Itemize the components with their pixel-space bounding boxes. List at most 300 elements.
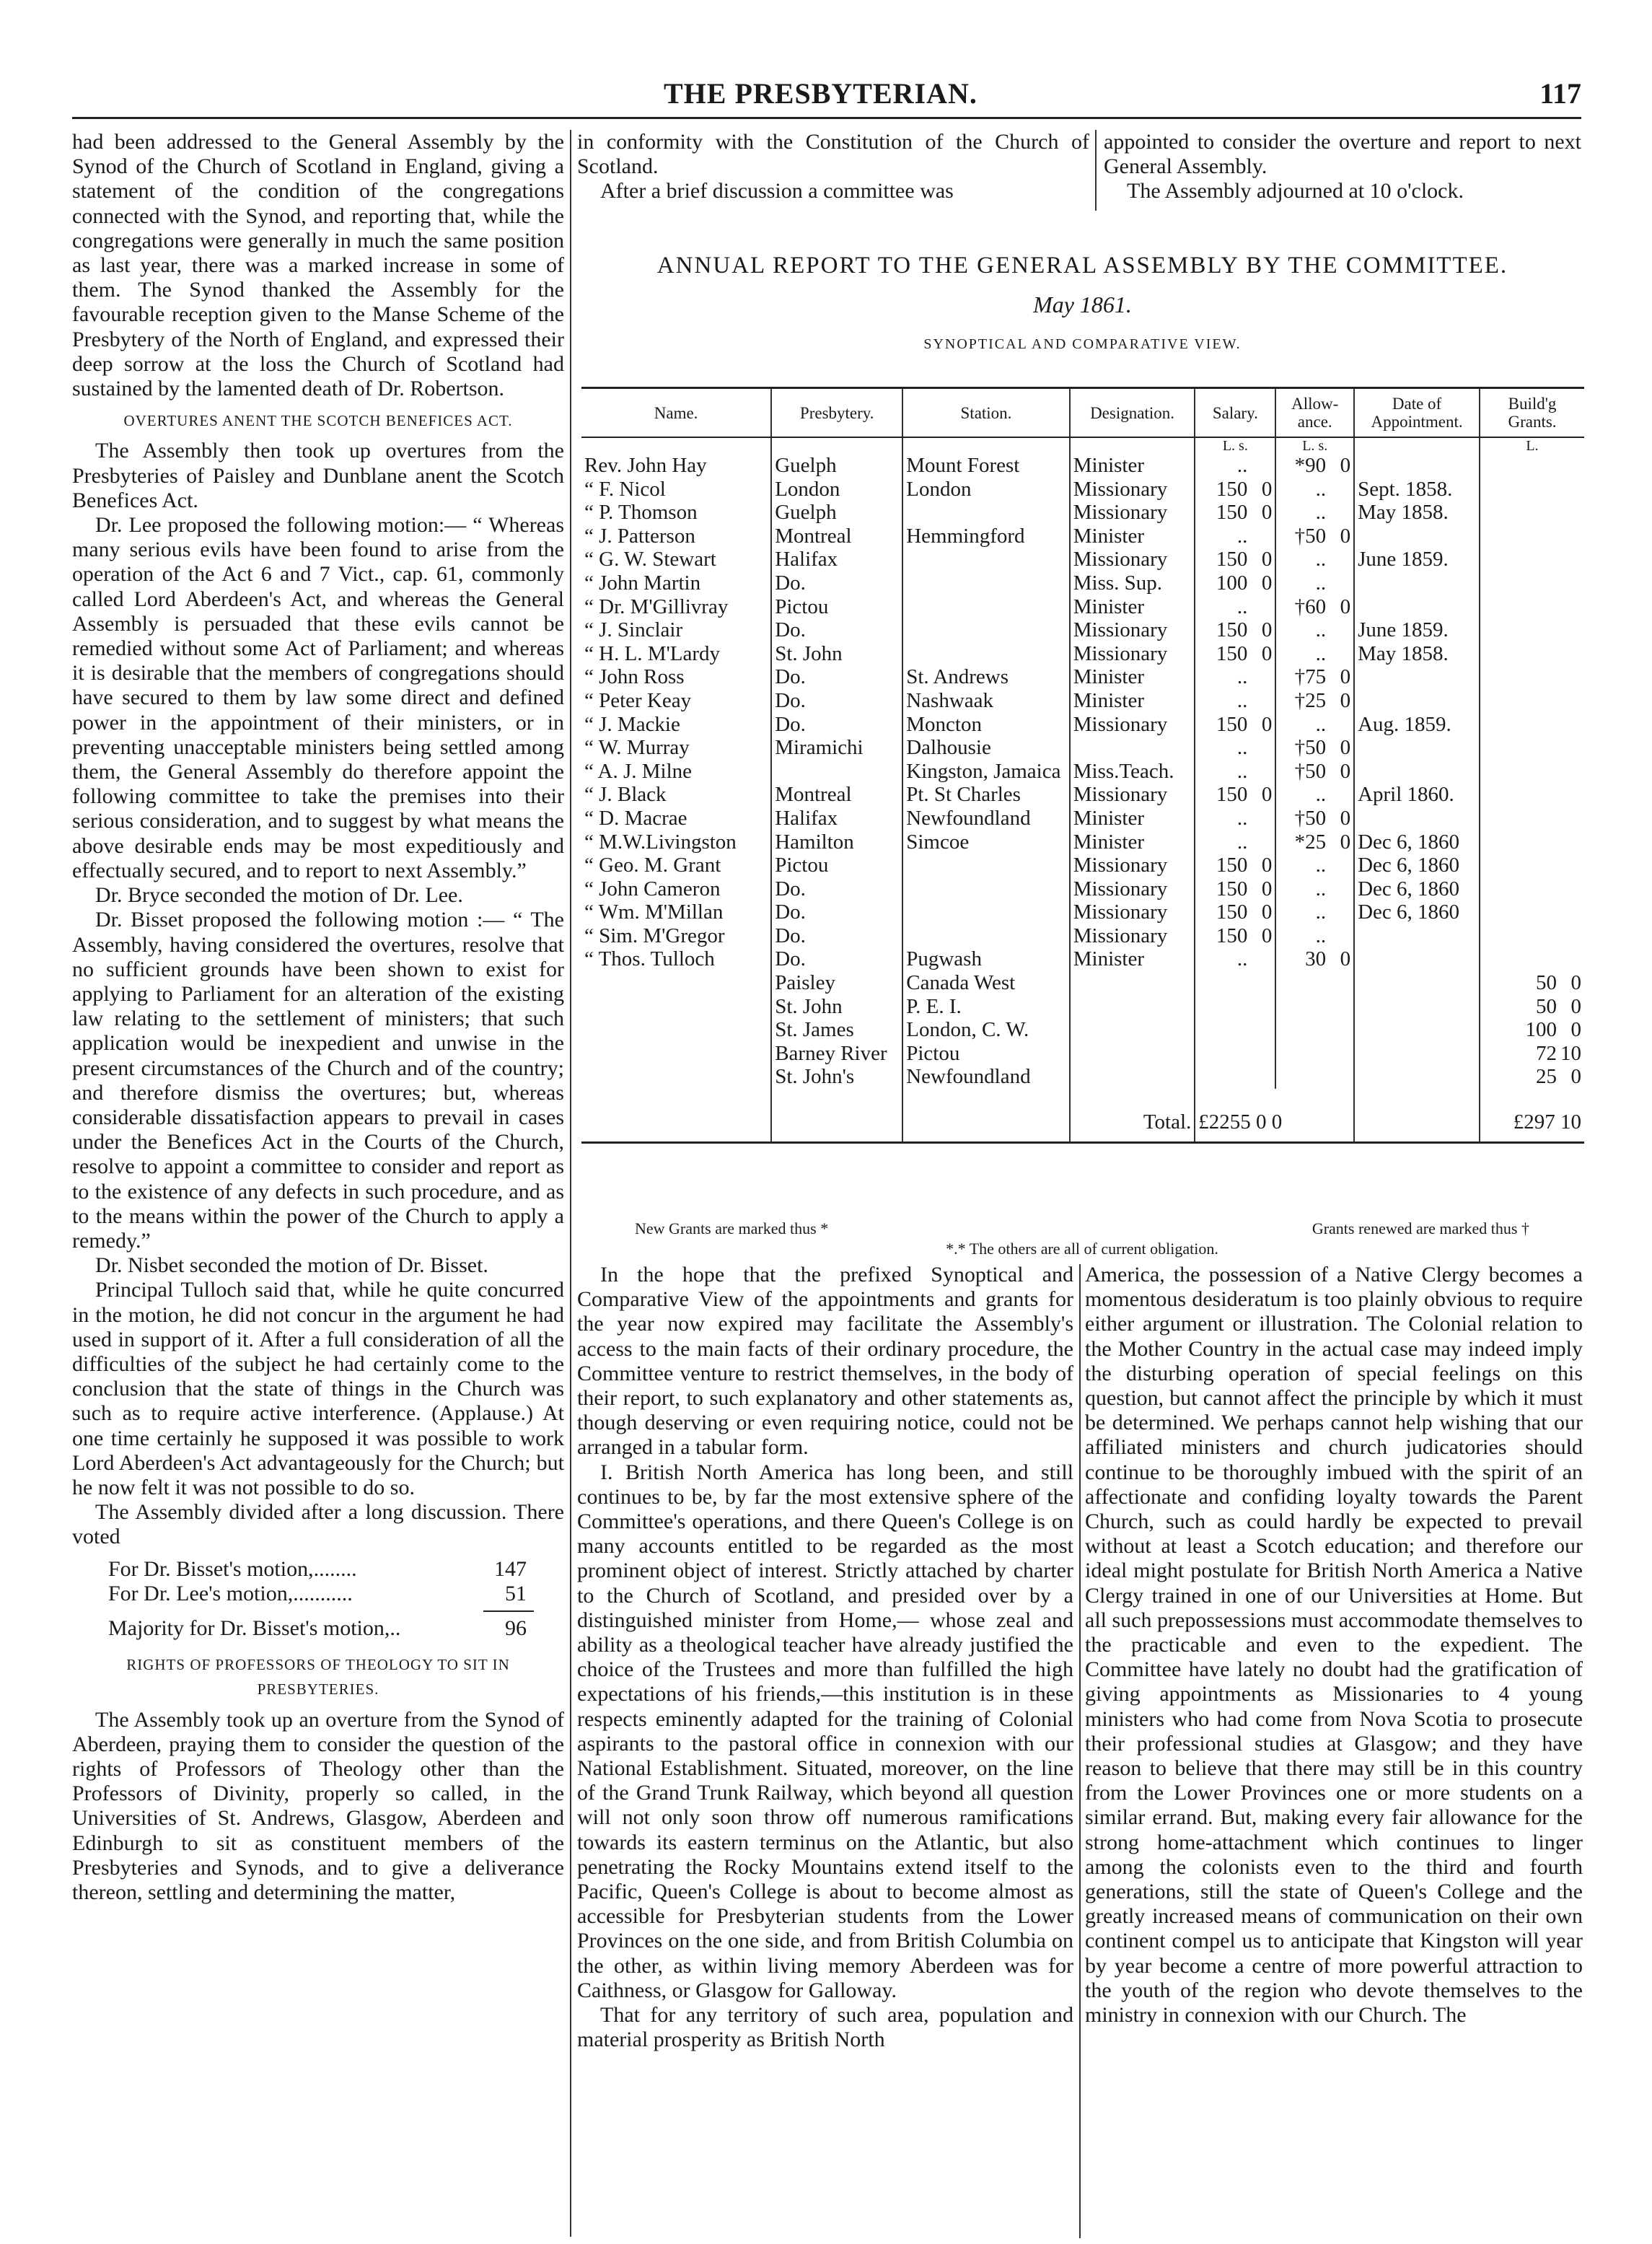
cell-grant <box>1480 454 1584 478</box>
table-row <box>581 478 1584 501</box>
cell-presbytery: Halifax <box>771 807 902 830</box>
cell-salary-pounds: 150 <box>1216 641 1248 665</box>
cell-station <box>902 548 1070 571</box>
paragraph: After a brief discussion a committee was <box>600 179 954 203</box>
cell-date: Dec 6, 1860 <box>1354 877 1480 901</box>
table-row <box>581 713 1584 737</box>
cell-allowance <box>1275 525 1354 548</box>
cell-date <box>1354 525 1480 548</box>
table-row <box>581 736 1584 760</box>
cell-date: April 1860. <box>1354 783 1480 807</box>
cell-presbytery: Do. <box>771 571 902 595</box>
vote-separator <box>483 1610 534 1612</box>
cell-name: “ Peter Keay <box>584 688 692 712</box>
cell-designation: Minister <box>1070 830 1195 854</box>
cell-designation: Minister <box>1070 525 1195 548</box>
cell-grant-pounds: 72 <box>1536 1041 1557 1065</box>
cell-salary-pounds: .. <box>1236 524 1248 548</box>
cell-name: “ J. Mackie <box>584 712 680 736</box>
cell-allowance <box>1275 736 1354 760</box>
cell-station: Simcoe <box>902 830 1070 854</box>
cell-salary <box>1195 618 1275 642</box>
cell-station: Mount Forest <box>902 454 1070 478</box>
table-row <box>581 595 1584 619</box>
cell-date: Dec 6, 1860 <box>1354 900 1480 924</box>
vote-row <box>108 1582 564 1606</box>
cell-salary <box>1195 854 1275 877</box>
cell-allowance <box>1275 830 1354 854</box>
cell-presbytery: St. James <box>771 1018 902 1042</box>
cell-name: “ John Ross <box>584 665 685 689</box>
section-heading-benefices: OVERTURES ANENT THE SCOTCH BENEFICES ACT. <box>123 412 513 430</box>
col-header-salary: Salary. <box>1195 388 1275 438</box>
cell-grant <box>1480 1065 1584 1089</box>
cell-name <box>581 1018 771 1042</box>
vote-count: 51 <box>505 1581 527 1605</box>
cell-designation: Minister <box>1070 689 1195 713</box>
cell-station: St. Andrews <box>902 665 1070 689</box>
cell-salary-pounds: .. <box>1236 759 1248 783</box>
cell-allowance-pounds: †75 <box>1294 665 1327 689</box>
cell-name: “ D. Macrae <box>584 806 687 830</box>
cell-station: Pugwash <box>902 947 1070 971</box>
unit-label: s. <box>1239 438 1248 454</box>
cell-presbytery: Do. <box>771 900 902 924</box>
cell-salary <box>1195 760 1275 784</box>
cell-station: Pictou <box>902 1042 1070 1066</box>
cell-allowance <box>1275 642 1354 666</box>
cell-designation: Missionary <box>1070 548 1195 571</box>
cell-grant <box>1480 854 1584 877</box>
cell-salary <box>1195 947 1275 971</box>
cell-allowance-pounds: .. <box>1315 501 1327 525</box>
cell-presbytery: Hamilton <box>771 830 902 854</box>
cell-grant <box>1480 900 1584 924</box>
cell-salary <box>1195 1018 1275 1042</box>
cell-presbytery: St. John <box>771 995 902 1019</box>
units-row <box>581 437 1584 454</box>
cell-grant <box>1480 595 1584 619</box>
cell-designation: Missionary <box>1070 854 1195 877</box>
cell-salary-shillings: 0 <box>1261 501 1273 525</box>
cell-allowance-shillings: 0 <box>1340 665 1351 689</box>
cell-name: “ John Martin <box>584 571 701 595</box>
column-middle <box>577 1263 1073 2053</box>
table-row <box>581 854 1584 877</box>
paragraph-bisset-motion: Dr. Bisset proposed the following motion :— “ The Assembly, having considered the overtures, resolve that no sufficient grounds have been shown to exist for applying to Parliament for an alteration of the existing law relating to the settlement of ministers; that such application would be inexpedient and unwise in the present circumstances of the Church and of the country; and therefore dismiss the overtures; but, whereas considerable dissatisfaction appears to prevail in cases under the Benefices Act in the Courts of the Church, resolve to appoint a committee to consider and report as to the existence of any defects in such procedure, and as to the means within the power of the Church to apply a remedy.” <box>72 908 564 1253</box>
cell-allowance-shillings: 0 <box>1340 830 1351 854</box>
cell-presbytery: Guelph <box>771 501 902 525</box>
majority-label: Majority for Dr. Bisset's motion,.. <box>108 1616 401 1640</box>
paragraph: Dr. Bryce seconded the motion of Dr. Lee. <box>95 883 463 908</box>
cell-date <box>1354 1065 1480 1089</box>
cell-name: “ A. J. Milne <box>584 759 693 783</box>
cell-presbytery: London <box>771 478 902 501</box>
cell-allowance <box>1275 1042 1354 1066</box>
cell-designation: Minister <box>1070 807 1195 830</box>
paragraph: The Assembly then took up overtures from the Presbyteries of Paisley and Dunblane anent the Scotch Benefices Act. <box>72 439 564 512</box>
column-right <box>1085 1263 1583 2028</box>
cell-designation: Minister <box>1070 595 1195 619</box>
cell-salary-pounds: .. <box>1236 454 1248 477</box>
cell-salary <box>1195 501 1275 525</box>
cell-name: “ J. Black <box>584 783 667 807</box>
cell-designation: Missionary <box>1070 478 1195 501</box>
cell-date: Sept. 1858. <box>1354 478 1480 501</box>
cell-salary-pounds: .. <box>1236 688 1248 712</box>
cell-salary-pounds: .. <box>1236 806 1248 830</box>
col-header-name: Name. <box>581 388 771 438</box>
cell-station: London, C. W. <box>902 1018 1070 1042</box>
cell-designation <box>1070 736 1195 760</box>
cell-name: “ Dr. M'Gillivray <box>584 595 729 618</box>
vote-label: For Dr. Bisset's motion,........ <box>108 1556 357 1581</box>
cell-salary-pounds: .. <box>1236 595 1248 618</box>
table-row <box>581 807 1584 830</box>
cell-presbytery: Barney River <box>771 1042 902 1066</box>
cell-salary <box>1195 1042 1275 1066</box>
cell-name: “ John Cameron <box>584 877 721 900</box>
cell-salary-shillings: 0 <box>1261 712 1273 736</box>
cell-allowance-shillings: 0 <box>1340 947 1351 971</box>
table-row <box>581 783 1584 807</box>
cell-station: Newfoundland <box>902 1065 1070 1089</box>
cell-designation: Missionary <box>1070 501 1195 525</box>
cell-salary-shillings: 0 <box>1261 571 1273 595</box>
cell-presbytery: Do. <box>771 689 902 713</box>
cell-name: “ H. L. M'Lardy <box>584 641 721 665</box>
cell-allowance-pounds: .. <box>1315 877 1327 900</box>
table-row <box>581 947 1584 971</box>
cell-presbytery: Halifax <box>771 548 902 571</box>
table-row <box>581 642 1584 666</box>
cell-grant <box>1480 525 1584 548</box>
cell-allowance-pounds: .. <box>1315 641 1327 665</box>
cell-name: “ J. Patterson <box>584 524 695 548</box>
cell-allowance <box>1275 995 1354 1019</box>
cell-designation <box>1070 1018 1195 1042</box>
cell-salary <box>1195 736 1275 760</box>
cell-grant-pounds: 50 <box>1536 994 1557 1018</box>
table-row <box>581 525 1584 548</box>
cell-presbytery: Guelph <box>771 454 902 478</box>
cell-station: Kingston, Jamaica <box>902 760 1070 784</box>
cell-salary <box>1195 807 1275 830</box>
cell-salary <box>1195 995 1275 1019</box>
cell-allowance <box>1275 478 1354 501</box>
cell-allowance <box>1275 807 1354 830</box>
report-date: May 1861. <box>1033 292 1132 317</box>
table-row <box>581 571 1584 595</box>
cell-grant <box>1480 1018 1584 1042</box>
cell-salary <box>1195 571 1275 595</box>
note-others: *.* The others are all of current obligation. <box>946 1240 1218 1258</box>
cell-date <box>1354 1018 1480 1042</box>
cell-allowance <box>1275 1018 1354 1042</box>
report-title: ANNUAL REPORT TO THE GENERAL ASSEMBLY BY THE COMMITTEE. <box>656 253 1508 279</box>
cell-designation: Minister <box>1070 665 1195 689</box>
cell-presbytery: Montreal <box>771 783 902 807</box>
cell-salary-shillings: 0 <box>1261 641 1273 665</box>
cell-salary-shillings: 0 <box>1261 900 1273 924</box>
running-title: THE PRESBYTERIAN. <box>664 77 977 110</box>
cell-grant <box>1480 642 1584 666</box>
cell-salary <box>1195 830 1275 854</box>
cell-salary <box>1195 924 1275 948</box>
cell-allowance <box>1275 548 1354 571</box>
cell-name: “ W. Murray <box>584 736 690 760</box>
cell-salary <box>1195 548 1275 571</box>
cell-presbytery: Do. <box>771 618 902 642</box>
cell-date: June 1859. <box>1354 548 1480 571</box>
cell-allowance <box>1275 1065 1354 1089</box>
cell-presbytery: St. John <box>771 642 902 666</box>
cell-presbytery: Do. <box>771 665 902 689</box>
cell-grant <box>1480 877 1584 901</box>
cell-name: “ P. Thomson <box>584 501 698 525</box>
cell-date: May 1858. <box>1354 501 1480 525</box>
cell-presbytery: Pictou <box>771 595 902 619</box>
table-row <box>581 1018 1584 1042</box>
cell-allowance <box>1275 760 1354 784</box>
cell-allowance <box>1275 971 1354 995</box>
cell-allowance-pounds: .. <box>1315 571 1327 595</box>
cell-station: P. E. I. <box>902 995 1070 1019</box>
cell-name: “ Sim. M'Gregor <box>584 924 725 947</box>
cell-allowance-shillings: 0 <box>1340 454 1351 477</box>
cell-grant <box>1480 807 1584 830</box>
cell-date: June 1859. <box>1354 618 1480 642</box>
cell-salary-pounds: 150 <box>1216 900 1248 924</box>
cell-salary <box>1195 971 1275 995</box>
col-header-grants: Build'g Grants. <box>1480 388 1584 438</box>
paragraph: In the hope that the prefixed Synoptical and Comparative View of the appointments and grants for the year now expired may facilitate the Assembly's access to the main facts of their ordinary procedure, the Committee venture to restrict themselves, in the body of their report, to such explanatory and other statements as, though deserving or even requiring notice, could not be arranged in a tabular form. <box>577 1263 1073 1460</box>
cell-name: Rev. John Hay <box>584 454 707 477</box>
column-rule <box>1079 1264 1081 2238</box>
cell-salary-pounds: 150 <box>1216 854 1248 877</box>
cell-date <box>1354 454 1480 478</box>
cell-allowance-pounds: .. <box>1315 618 1327 642</box>
cell-allowance-pounds: 30 <box>1305 947 1327 971</box>
vote-tally <box>72 1557 564 1642</box>
cell-allowance-pounds: †50 <box>1294 524 1327 548</box>
cell-presbytery: Do. <box>771 924 902 948</box>
table-row <box>581 924 1584 948</box>
cell-designation <box>1070 971 1195 995</box>
cell-grant-shillings: 10 <box>1560 1041 1581 1065</box>
cell-grant <box>1480 689 1584 713</box>
paragraph: The Assembly took up an overture from the Synod of Aberdeen, praying them to consider the question of the rights of Professors of Theology other than the Professors of Divinity, properly so called, in the Universities of St. Andrews, Glasgow, Aberdeen and Edinburgh to sit as constituent members of the Presbyteries and Synods, and to give a deliverance thereon, settling and determining the matter, <box>72 1707 564 1905</box>
cell-station <box>902 924 1070 948</box>
cell-presbytery <box>771 760 902 784</box>
cell-grant-shillings: 0 <box>1570 971 1581 995</box>
cell-station: London <box>902 478 1070 501</box>
cell-allowance-shillings: 0 <box>1340 759 1351 783</box>
cell-allowance-pounds: *90 <box>1294 454 1327 477</box>
cell-name: “ Geo. M. Grant <box>584 854 721 877</box>
paragraph: America, the possession of a Native Clergy becomes a momentous desideratum is too plainly obvious to require either argument or illustration. The Colonial relation to the Mother Country in the actual case may indeed imply the disturbing operation of special feelings on this question, but cannot affect the principle by which it must be determined. We perhaps cannot help wishing that our affiliated ministers and church judicatories should continue to be thoroughly imbued with the spirit of an affectionate and confiding loyalty towards the Parent Church, such as could hardly be expected to prevail without at least a Scotch education; and therefore our ideal might postulate for British North America a Native Clergy trained in one of our Universities at Home. But all such prepossessions must accommodate themselves to the practicable and even to the expedient. The Committee have lately no doubt had the gratification of giving appointments as Missionaries to 4 young ministers who had come from Nova Scotia to prosecute their professional studies at Glasgow; and they have reason to believe that there may still be in this country from the Lower Provinces one or more students on a similar errand. But, making every fair allowance for the strong home-attachment which continues to linger among the colonists even to the third and fourth generations, still the state of Queen's College and the greatly increased means of communication on their own continent compel us to anticipate that Kingston will year by year become a centre of more powerful attraction to the youth of the region who devote themselves to the ministry in connexion with our Church. The <box>1085 1263 1583 2028</box>
cell-allowance <box>1275 595 1354 619</box>
cell-grant <box>1480 713 1584 737</box>
vote-label: For Dr. Lee's motion,........... <box>108 1581 353 1605</box>
cell-allowance <box>1275 877 1354 901</box>
note-renewed-grants: Grants renewed are marked thus † <box>1312 1219 1529 1237</box>
paragraph: The Assembly divided after a long discussion. There voted <box>72 1500 564 1549</box>
vote-count: 147 <box>494 1556 527 1581</box>
total-grants: £297 10 <box>1480 1089 1584 1142</box>
vote-majority <box>108 1616 564 1641</box>
table-row <box>581 454 1584 478</box>
cell-designation: Minister <box>1070 947 1195 971</box>
cell-designation: Miss. Sup. <box>1070 571 1195 595</box>
table-row <box>581 995 1584 1019</box>
cell-station <box>902 571 1070 595</box>
paragraph: in conformity with the Constitution of the Church of Scotland. <box>577 130 1089 179</box>
cell-salary <box>1195 454 1275 478</box>
cell-allowance-pounds: .. <box>1315 712 1327 736</box>
cell-designation: Missionary <box>1070 713 1195 737</box>
cell-date: Dec 6, 1860 <box>1354 854 1480 877</box>
cell-designation: Missionary <box>1070 924 1195 948</box>
cell-name <box>581 1042 771 1066</box>
column-rule <box>1095 130 1097 211</box>
cell-date <box>1354 571 1480 595</box>
table-row <box>581 1042 1584 1066</box>
cell-name: “ F. Nicol <box>584 477 666 501</box>
header-rule <box>72 117 1581 119</box>
cell-allowance <box>1275 665 1354 689</box>
cell-designation: Minister <box>1070 454 1195 478</box>
cell-grant <box>1480 947 1584 971</box>
cell-salary-pounds: 150 <box>1216 477 1248 501</box>
table-row <box>581 548 1584 571</box>
cell-allowance-pounds: †50 <box>1294 736 1327 760</box>
cell-allowance-shillings: 0 <box>1340 736 1351 760</box>
cell-presbytery: Paisley <box>771 971 902 995</box>
cell-designation: Missionary <box>1070 618 1195 642</box>
cell-date: Aug. 1859. <box>1354 713 1480 737</box>
cell-grant <box>1480 971 1584 995</box>
cell-grant <box>1480 783 1584 807</box>
synoptical-table <box>581 387 1584 1144</box>
cell-allowance-shillings: 0 <box>1340 524 1351 548</box>
cell-station: Moncton <box>902 713 1070 737</box>
cell-salary <box>1195 900 1275 924</box>
cell-salary-shillings: 0 <box>1261 477 1273 501</box>
col-header-date: Date of Appointment. <box>1354 388 1480 438</box>
cell-name: “ Wm. M'Millan <box>584 900 724 924</box>
cell-salary-shillings: 0 <box>1261 924 1273 947</box>
cell-allowance-pounds: .. <box>1315 924 1327 947</box>
cell-presbytery: Montreal <box>771 525 902 548</box>
page-number: 117 <box>1539 77 1581 110</box>
cell-salary-pounds: 150 <box>1216 618 1248 642</box>
cell-allowance-pounds: *25 <box>1294 830 1327 854</box>
cell-name: “ Thos. Tulloch <box>584 947 715 971</box>
cell-station: Canada West <box>902 971 1070 995</box>
cell-presbytery: Pictou <box>771 854 902 877</box>
cell-salary-pounds: 100 <box>1216 571 1248 595</box>
table-row <box>581 501 1584 525</box>
cell-date: May 1858. <box>1354 642 1480 666</box>
cell-station <box>902 618 1070 642</box>
cell-salary-pounds: 150 <box>1216 877 1248 900</box>
cell-allowance <box>1275 454 1354 478</box>
cell-salary-pounds: 150 <box>1216 712 1248 736</box>
paragraph: appointed to consider the overture and report to next General Assembly. <box>1104 130 1581 179</box>
cell-allowance-pounds: .. <box>1315 900 1327 924</box>
column-left <box>72 130 564 1905</box>
cell-designation: Missionary <box>1070 783 1195 807</box>
cell-allowance <box>1275 713 1354 737</box>
cell-presbytery: Do. <box>771 877 902 901</box>
cell-salary-shillings: 0 <box>1261 618 1273 642</box>
cell-date <box>1354 924 1480 948</box>
cell-grant <box>1480 665 1584 689</box>
cell-date <box>1354 807 1480 830</box>
cell-date <box>1354 595 1480 619</box>
cell-salary-pounds: .. <box>1236 947 1248 971</box>
cell-grant <box>1480 1042 1584 1066</box>
paragraph: That for any territory of such area, population and material prosperity as British North <box>577 2003 1073 2052</box>
cell-grant-shillings: 0 <box>1570 1018 1581 1042</box>
cell-date <box>1354 760 1480 784</box>
cell-designation: Missionary <box>1070 877 1195 901</box>
cell-presbytery: Do. <box>771 713 902 737</box>
cell-grant <box>1480 736 1584 760</box>
cell-allowance <box>1275 618 1354 642</box>
table-row <box>581 760 1584 784</box>
col-header-station: Station. <box>902 388 1070 438</box>
cell-grant <box>1480 830 1584 854</box>
cell-allowance <box>1275 900 1354 924</box>
cell-allowance-shillings: 0 <box>1340 595 1351 618</box>
report-subtitle: SYNOPTICAL AND COMPARATIVE VIEW. <box>923 336 1242 352</box>
table-row <box>581 900 1584 924</box>
cell-designation <box>1070 995 1195 1019</box>
cell-allowance-pounds: .. <box>1315 854 1327 877</box>
paragraph-british-north-america: I. British North America has long been, and still continues to be, by far the most extensive sphere of the Committee's operations, and there Queen's College is on many accounts entitled to be regarded as the most prominent object of interest. Strictly attached by charter to the Church of Scotland, and presided over by a distinguished minister from Home,— whose zeal and ability as a theological teacher have already justified the choice of the Trustees and more than fulfilled the high expectations of his friends,—this institution is in these respects eminently adapted for the training of Colonial aspirants to the pastoral office in connexion with our National Establishment. Situated, moreover, on the line of the Grand Trunk Railway, which beyond all question will not only soon throw off numerous ramifications towards its eastern terminus on the Atlantic, but also penetrating the Rocky Mountains extend itself to the Pacific, Queen's College is about to become almost as accessible for Presbyterian students from the Lower Provinces on the one side, and from British Columbia on the other, as within living memory Aberdeen was for Caithness, or Glasgow for Galloway. <box>577 1460 1073 2002</box>
cell-salary <box>1195 595 1275 619</box>
cell-grant-pounds: 25 <box>1536 1065 1557 1089</box>
section-heading-professors: RIGHTS OF PROFESSORS OF THEOLOGY TO SIT IN PRESBYTERIES. <box>126 1656 510 1699</box>
cell-salary <box>1195 713 1275 737</box>
cell-date <box>1354 1042 1480 1066</box>
vote-row <box>108 1557 564 1582</box>
table-row <box>581 689 1584 713</box>
cell-allowance-pounds: †25 <box>1294 688 1327 712</box>
cell-station <box>902 501 1070 525</box>
cell-allowance-pounds: .. <box>1315 548 1327 571</box>
col-header-designation: Designation. <box>1070 388 1195 438</box>
table-row <box>581 618 1584 642</box>
cell-salary-pounds: .. <box>1236 665 1248 689</box>
cell-allowance-pounds: .. <box>1315 477 1327 501</box>
cell-salary-shillings: 0 <box>1261 877 1273 900</box>
unit-label: s. <box>1318 438 1328 454</box>
table-notes <box>635 1219 1529 1258</box>
paragraph: Dr. Nisbet seconded the motion of Dr. Bisset. <box>95 1253 488 1278</box>
cell-station: Hemmingford <box>902 525 1070 548</box>
cell-allowance-pounds: †50 <box>1294 759 1327 783</box>
cell-allowance-shillings: 0 <box>1340 806 1351 830</box>
cell-name: “ M.W.Livingston <box>584 830 737 854</box>
cell-salary <box>1195 642 1275 666</box>
cell-grant <box>1480 995 1584 1019</box>
unit-label: L. <box>1222 438 1236 454</box>
cell-salary-shillings: 0 <box>1261 783 1273 807</box>
cell-date <box>1354 995 1480 1019</box>
